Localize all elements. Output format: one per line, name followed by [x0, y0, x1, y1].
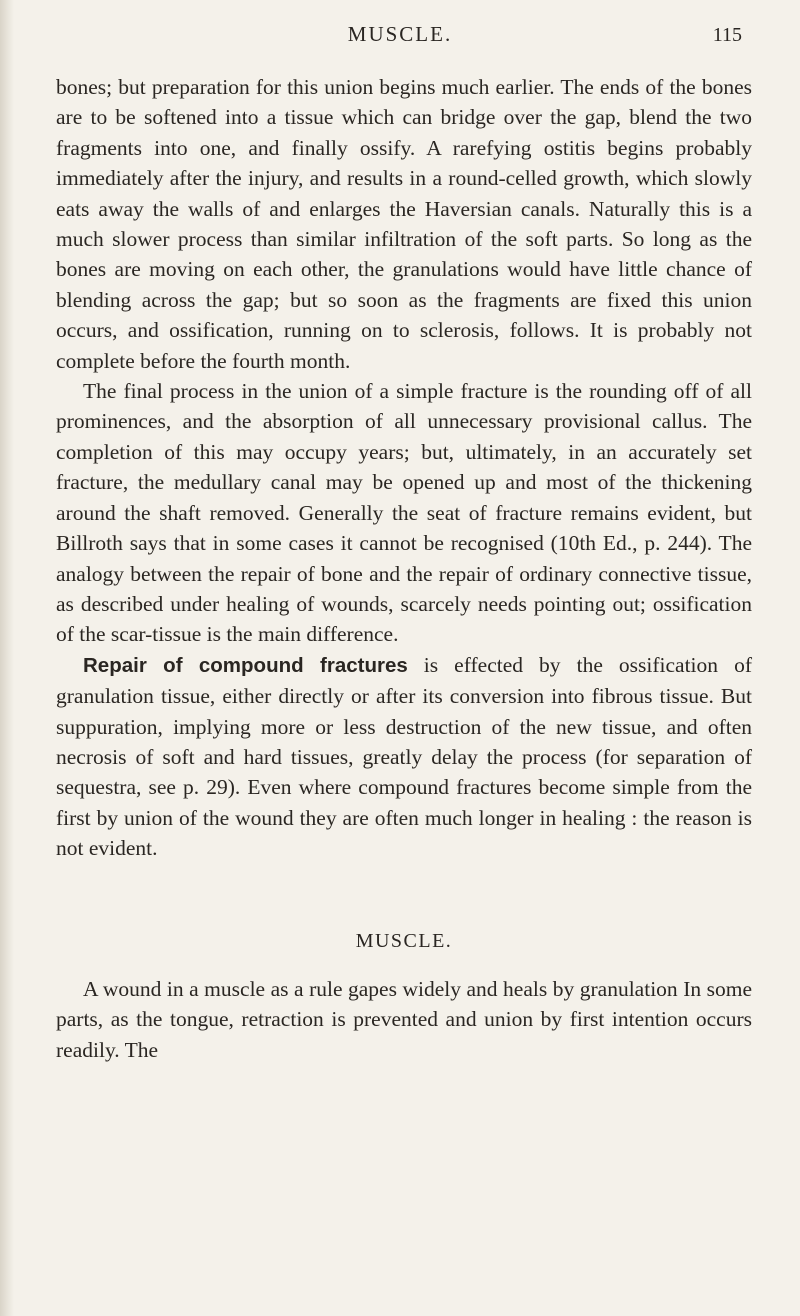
- paragraph-bone-union: bones; but preparation for this union begins much earlier. The ends of the bones are to be softened into a tissue which can bridge over the gap, blend the two fragments into one, and finally ossify. A rarefying ostitis begins probably immediately after the injury, and results in a round-celled growth, which slowly eats away the walls of and enlarges the Haversian canals. Naturally this is a much slower process than similar infiltration of the soft parts. So long as the bones are moving on each other, the granulations would have little chance of blending across the gap; but so soon as the fragments are fixed this union occurs, and ossification, running on to sclerosis, follows. It is probably not complete before the fourth month.: [56, 75, 752, 373]
- running-head: [0, 0, 800, 70]
- body-text: [56, 72, 752, 1065]
- run-in-heading: Repair of compound fractures: [83, 653, 408, 677]
- paragraph-compound-fractures: [56, 650, 752, 864]
- page-gutter-shadow: [0, 0, 14, 1316]
- page-number: 115: [712, 24, 742, 46]
- paragraph-final-process: The final process in the union of a simple fracture is the rounding off of all prominences, and the absorption of all unnecessary provisional callus. The completion of this may occupy years; but, ultimately, in an accurately set fracture, the medullary canal may be opened up and most of the thickening around the shaft removed. Generally the seat of fracture remains evident, but Billroth says that in some cases it cannot be recognised (10th Ed., p. 244). The analogy between the repair of bone and the repair of ordinary connective tissue, as described under healing of wounds, scarcely needs pointing out; ossification of the scar-tissue is the main difference.: [56, 379, 752, 647]
- paragraph-compound-fractures-body: is effected by the ossification of granulation tissue, either directly or after its conversion into fibrous tissue. But suppuration, implying more or less destruction of the new tissue, and often necrosis of soft and hard tissues, greatly delay the process (for separation of sequestra, see p. 29). Even where compound fractures become simple from the first by union of the wound they are often much longer in healing : the reason is not evident.: [56, 652, 752, 861]
- paragraph-muscle-wound: A wound in a muscle as a rule gapes widely and heals by granulation In some parts, as the tongue, retraction is prevented and union by first intention occurs readily. The: [56, 976, 752, 1062]
- running-head-title: MUSCLE.: [347, 22, 453, 46]
- section-heading-muscle: MUSCLE.: [355, 929, 453, 952]
